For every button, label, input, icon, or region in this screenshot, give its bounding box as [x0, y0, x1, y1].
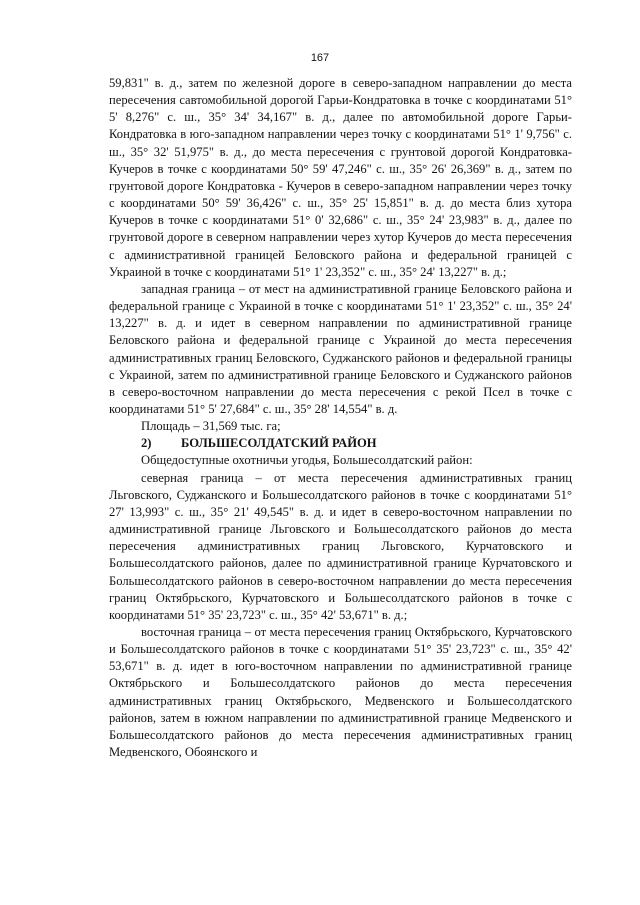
- paragraph-eastern-boundary: восточная граница – от места пересечения границ Октябрьского, Курчатовского и Большесолдатского районов в точке с координатами 51° 35' 23,723" с. ш., 35° 42' 53,671" в. д. идет в юго-восточном направлении по административной границе Октябрьского и Большесолдатского районов до места пересечения административных границ Октябрьского, Медвенского и Большесолдатского районов, затем в южном направлении по административной границе Медвенского и Большесолдатского районов до места пересечения административных границ Медвенского, Обоянского и: [109, 625, 572, 760]
- paragraph-northern-boundary: северная граница – от места пересечения административных границ Льговского, Суджанского и Большесолдатского районов в точке с координатами 51° 27' 13,993" с. ш., 35° 21' 49,545" в. д. и идет в северо-восточном направлении по административной границе Льговского и Большесолдатского районов до места пересечения административных границ Льговского, Курчатовского и Большесолдатского районов, далее по административной границе Курчатовского и Большесолдатского районов в северо-восточном направлении до места пересечения границ Октябрьского, Курчатовского и Большесолдатского районов в точке с координатами 51° 35' 23,723" с. ш., 35° 42' 53,671" в. д.;: [109, 470, 572, 622]
- section-number: 2): [141, 436, 152, 451]
- paragraph-hunting-grounds: Общедоступные охотничьи угодья, Большесолдатский район:: [141, 453, 473, 468]
- paragraph-western-boundary: западная граница – от мест на административной границе Беловского района и федеральной границе с Украиной в точке с координатами 51° 1' 23,352" с. ш., 35° 24' 13,227" в. д. и идет в северном направлении по административной границе Беловского района и федеральной границе с Украиной до места пересечения административных границ Беловского, Суджанского районов и федеральной границы с Украиной, затем по административной границе Беловского и Суджанского районов в северо-восточном направлении до места пересечения с рекой Псел в точке с координатами 51° 5' 27,684" с. ш., 35° 28' 14,554" в. д.: [109, 281, 572, 416]
- section-title: БОЛЬШЕСОЛДАТСКИЙ РАЙОН: [181, 436, 377, 451]
- section-heading: [109, 435, 572, 452]
- paragraph-continuation: 59,831" в. д., затем по железной дороге в северо-западном направлении до места пересечения савтомобильной дорогой Гарьи-Кондратовка в точке с координатами 51° 5' 8,276" с. ш., 35° 34' 34,167" в. д., далее по автомобильной дороге Гарьи-Кондратовка в юго-западном направлении через точку с координатами 51° 1' 9,756" с. ш., 35° 32' 51,975" в. д., до места пересечения с грунтовой дорогой Кондратовка- Кучеров в точке с координатами 50° 59' 47,246" с. ш., 35° 26' 26,369" в. д., затем по грунтовой дороге Кондратовка - Кучеров в северо-западном направлении через точку с координатами 50° 59' 36,426" с. ш., 35° 25' 15,851" в. д. до места близ хутора Кучеров в точке с координатами 51° 0' 32,686" с. ш., 35° 24' 23,983" в. д., далее по грунтовой дороге в северном направлении через хутор Кучеров до места пересечения с административной границей Беловского района и федеральной границей с Украиной в точке с координатами 51° 1' 23,352" с. ш., 35° 24' 13,227" в. д.;: [109, 76, 572, 279]
- document-body: [109, 75, 572, 761]
- page-number: 167: [310, 52, 330, 64]
- paragraph-area: Площадь – 31,569 тыс. га;: [141, 419, 281, 434]
